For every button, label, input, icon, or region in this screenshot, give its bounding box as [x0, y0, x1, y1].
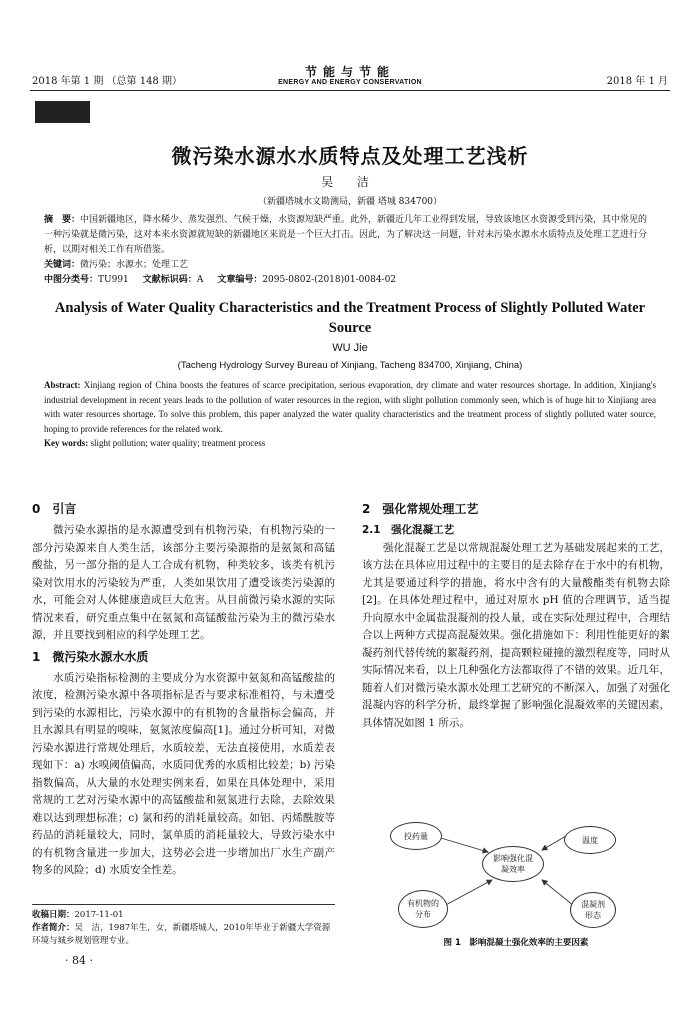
keywords-cn-label: 关键词：	[44, 260, 81, 270]
abstract-cn-block	[44, 213, 656, 288]
article-title-en: Analysis of Water Quality Characteristics and the Treatment Process of Slightly Polluted Water Source	[54, 300, 646, 336]
journal-masthead	[30, 66, 670, 86]
art-label: 文章编号：	[217, 275, 263, 285]
author-en: WU Jie	[332, 342, 368, 354]
node-temperature	[564, 826, 616, 854]
section-1-paragraph: 水质污染指标检测的主要成分为水资源中氨氮和高锰酸盐的浓度，检测污染水源中各项指标是否与要求标准相符，与未遭受到污染的水源相比，污染水源中的有机物的含量指标会偏高，并且水源具有明显的嗅味，氨氮浓度偏高[1]。通过分析可知，对微污染水源进行常规处理后，水质较差，无法直接使用，水质差表现如下：a) 水嗅阈值偏高，水质同优秀的水质相比较差；b) 污染指数偏高，从大量的水处理实例来看，如果在具体处理中，采用常规的工艺对污染水源中的高锰酸盐和氨氮进行去除，去除效果难以达到理想标准；c) 氯和药的消耗量较高。如铝、丙烯酰胺等药品的消耗量较大，同时，氯单质的消耗量较大，导致污染水中的有机物含量进一步加大，这势必会进一步增加出厂水生产副产物多的风险；d) 水质安全性差。	[32, 671, 335, 876]
author-bio	[32, 922, 335, 948]
section-2-heading: 2 强化常规处理工艺	[362, 502, 479, 516]
affiliation-en: (Tacheng Hydrology Survey Bureau of Xinjiang, Tacheng 834700, Xinjiang, China)	[177, 360, 523, 371]
figure-1-diagram	[384, 822, 648, 930]
subsection-2-1-heading: 2.1 强化混凝工艺	[362, 524, 455, 536]
classification-row	[44, 273, 656, 288]
arrow-dosage	[434, 836, 488, 852]
column-label-block	[35, 101, 90, 123]
article-title-cn: 微污染水源水水质特点及处理工艺浅析	[171, 144, 529, 168]
section-0-heading: 0 引言	[32, 502, 77, 516]
clc-label: 中图分类号：	[44, 275, 99, 285]
abstract-cn-text: 中国新疆地区，降水稀少、蒸发强烈、气候干燥，水资源短缺严重。此外，新疆近几年工业得到发展，导致该地区水资源受到污染，其中常见的一种污染就是微污染，这对本来水资源就短缺的新疆地区来说是一个巨大打击。因此，为了解决这一问题，针对未污染水源水水质特点及处理工艺进行分析，以期对相关工作有所借鉴。	[44, 215, 648, 255]
arrow-coagulant	[542, 880, 574, 906]
abstract-en-block	[44, 378, 656, 451]
bio-text: 吴 洁，1987年生，女，新疆塔城人，2010年毕业于新疆大学资源环境与城乡规划管理专业。	[32, 923, 331, 946]
doc-value: A	[196, 275, 204, 285]
node-temperature-label: 温度	[582, 835, 598, 845]
node-coagulant	[570, 892, 616, 928]
abstract-en	[44, 378, 656, 436]
keywords-cn	[44, 258, 656, 273]
body-column-right	[362, 497, 670, 732]
node-dosage	[390, 822, 442, 850]
arrow-temperature	[542, 836, 566, 850]
keywords-en-text: slight pollution; water quality; treatment process	[90, 438, 266, 448]
arrow-organics	[444, 880, 492, 906]
node-coagulant-label: 混凝剂形态	[581, 900, 605, 920]
journal-title-cn: 节能与节能	[304, 65, 395, 79]
figure-1-caption: 图 1 影响混凝土强化效率的主要因素	[443, 938, 589, 948]
page-number: · 84 ·	[65, 954, 93, 967]
node-center-label: 影响强化混凝效率	[493, 854, 533, 874]
art-value: 2095-0802-(2018)01-0084-02	[262, 275, 397, 285]
footnote	[32, 904, 335, 948]
section-2-paragraph: 强化混凝工艺是以常规混凝处理工艺为基础发展起来的工艺，该方法在具体应用过程中的主要目的是去除存在于水中的有机物，尤其是要通过科学的措施，将水中含有的大量酸酯类有机物去除[2]。在具体处理过程中，通过对原水 pH 值的合理调节，适当提升向原水中金属盐混凝剂的投人量，或在实际处理过程中，合理结合以上两种方式提高混凝效果。强化措施如下：利用性能更好的絮凝药剂代替传统的絮凝药剂，提高颗粒碰撞的激烈程度等，同时从实际情况来看，以上几种强化方法都取得了不错的效果。近几年，随着人们对微污染水源水处理工艺研究的不断深入，加强了对强化混凝内容的科学分析，最终掌握了影响强化混凝效率的关键因素，具体情况如图 1 所示。	[362, 541, 670, 729]
page-header	[30, 66, 670, 91]
author-cn: 吴 洁	[321, 175, 379, 189]
doc-code	[143, 273, 204, 288]
received-value: 2017-11-01	[74, 910, 124, 920]
clc-number	[44, 273, 129, 288]
node-dosage-label: 投药量	[404, 831, 428, 841]
abstract-cn	[44, 213, 656, 258]
clc-value: TU991	[98, 275, 129, 285]
received-date	[32, 909, 335, 922]
affiliation-cn: （新疆塔城水文勘测局，新疆 塔城 834700）	[257, 197, 443, 207]
abstract-en-text: Xinjiang region of China boosts the features of scarce precipitation, serious evaporation, dry climate and water resources shortage. In addition, Xinjiang's industrial development in recent years leads to the pollution of water resources in the region, with slight pollution commonly seen, which is of huge hit to Xinjiang area with water resources shortage. To solve this problem, this paper analyzed the water quality characteristics and the treatment process of slightly polluted water source, hoping to provide references for the related work.	[44, 380, 656, 434]
node-organics-label: 有机物的分布	[407, 899, 439, 919]
section-1-heading: 1 微污染水源水水质	[32, 649, 149, 664]
article-number	[217, 273, 396, 288]
bio-label: 作者简介：	[32, 923, 75, 933]
abstract-cn-label: 摘 要：	[44, 215, 81, 225]
node-organics	[398, 890, 448, 928]
journal-title-en: ENERGY AND ENERGY CONSERVATION	[278, 79, 422, 86]
keywords-en	[44, 436, 656, 451]
keywords-cn-text: 微污染；水源水；处理工艺	[80, 260, 189, 270]
keywords-en-label: Key words:	[44, 438, 89, 448]
issue-date: 2018 年 1 月	[606, 76, 668, 87]
received-label: 收稿日期：	[32, 910, 75, 920]
issue-info: 2018 年第 1 期 （总第 148 期）	[32, 76, 182, 87]
doc-label: 文献标识码：	[142, 275, 197, 285]
section-0-paragraph: 微污染水源指的是水源遭受到有机物污染，有机物污染的一部分污染源来自人类生活，该部分主要污染源指的是氨氮和高锰酸盐，另一部分指的是人工合成有机物，种类较多，该类有机污染对饮用水的污染较为严重，人类如果饮用了遭受该类污染源的水，可能会对人体健康造成巨大危害。从目前微污染水源的实际情况来看，研究重点集中在氨氮和高锰酸盐污染为主的微污染水源，并且要找到相应的科学处理工艺。	[32, 524, 335, 641]
body-column-left	[32, 497, 335, 880]
abstract-en-label: Abstract:	[44, 380, 81, 390]
node-center	[482, 846, 544, 882]
